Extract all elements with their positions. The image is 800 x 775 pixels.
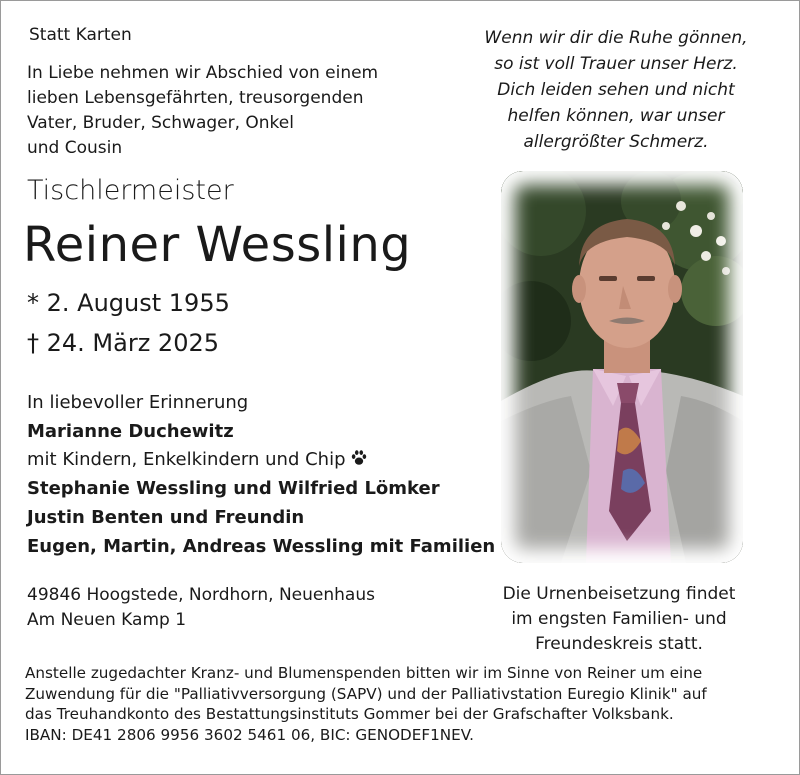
donation-line: Zuwendung für die "Palliativversorgung (SAPV) und der Palliativstation Euregio Klinik" auf [25,684,707,703]
deceased-title: Tischlermeister [27,175,234,206]
donation-line: das Treuhandkonto des Bestattungsinstituts Gommer bei der Grafschafter Volksbank. [25,705,674,723]
burial-line: Die Urnenbeisetzung findet [502,584,736,604]
donation-note [25,663,707,745]
poem-line: so ist voll Trauer unser Herz. [494,54,738,74]
mourner-line: Marianne Duchewitz [27,420,234,442]
birth-date: * 2. August 1955 [27,289,230,317]
poem-line: allergrößter Schmerz. [523,132,709,152]
intro-line: In Liebe nehmen wir Abschied von einem [27,63,379,83]
donation-line: IBAN: DE41 2806 9956 3602 5461 06, BIC: GENODEF1NEV. [25,725,474,744]
intro-line: Vater, Bruder, Schwager, Onkel [27,113,294,133]
address-line: Am Neuen Kamp 1 [27,610,187,630]
deceased-name: Reiner Wessling [23,217,412,273]
statt-karten-label: Statt Karten [29,25,132,45]
donation-line: Anstelle zugedachter Kranz- und Blumenspenden bitten wir im Sinne von Reiner um eine [25,664,703,682]
burial-line: im engsten Familien- und [511,609,727,629]
poem-line: Dich leiden sehen und nicht [497,80,735,100]
paw-icon [350,449,368,467]
mourner-line: Justin Benten und Freundin [27,506,305,528]
mourner-line-with-pet [27,446,495,475]
poem-line: helfen können, war unser [507,106,725,126]
poem-line: Wenn wir dir die Ruhe gönnen, [484,28,748,48]
address [27,583,375,633]
mourners-list [27,389,495,561]
mourner-line: Stephanie Wessling und Wilfried Lömker [27,478,440,500]
mourners-intro: In liebevoller Erinnerung [27,392,249,413]
intro-line: und Cousin [27,138,123,158]
intro-line: lieben Lebensgefährten, treusorgenden [27,88,364,108]
poem [456,25,776,155]
intro-text [27,61,378,161]
burial-note [469,582,769,657]
portrait-photo [501,171,743,563]
address-line: 49846 Hoogstede, Nordhorn, Neuenhaus [27,585,375,605]
mourner-line: mit Kindern, Enkelkindern und Chip [27,449,346,471]
burial-line: Freundeskreis statt. [535,634,703,654]
photo-vignette [501,171,743,563]
mourner-line: Eugen, Martin, Andreas Wessling mit Familien [27,535,496,557]
death-date: † 24. März 2025 [27,329,220,357]
